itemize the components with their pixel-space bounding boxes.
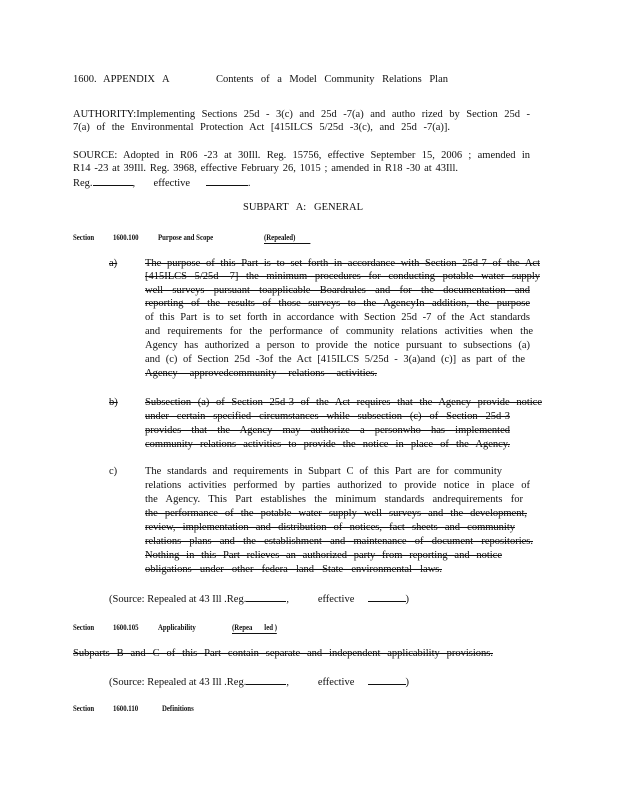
appendix-label: APPENDIX (103, 74, 155, 85)
struck-line: relations plans and the establishment and maintenance of document repositories. (145, 536, 533, 547)
source-note (109, 592, 409, 606)
section-number: 1600.105 (113, 622, 139, 632)
blank-line (246, 592, 286, 602)
blank-line (246, 675, 286, 685)
section-title (158, 231, 213, 243)
struck-line: The purpose of this Part is to set forth in accordance with Section 25d-7 of the Act (145, 258, 540, 269)
blank-line (93, 176, 133, 186)
section-status: (Repealed) (264, 231, 310, 244)
body-line: the Agency. This Part establishes the minimum standards andrequirements for (145, 494, 523, 505)
item-label: b) (109, 397, 118, 408)
struck-line: obligations under other federa land State environmental laws. (145, 564, 442, 575)
section-status (232, 621, 277, 634)
body-line: and (c) of Section 25d -3of the Act [415ILCS 5/25d - 3(a)and (c)] as part of the (145, 354, 525, 365)
item-label: c) (109, 466, 118, 477)
source-effective-label: effective (153, 178, 191, 189)
body-line: relations activities performed by parties authorized to provide notice in place of (145, 480, 530, 491)
struck-line: the performance of the potable water supply well surveys and the development, (145, 508, 527, 519)
source-note-effective: effective (317, 594, 355, 605)
item-label: a) (109, 258, 118, 269)
section-number: 1600.110 (113, 703, 139, 713)
source-note-close: ) (405, 594, 409, 605)
authority-line: 7(a) of the Environmental Protection Act [415ILCS 5/25d -3(c), and 25d -7(a)]. (73, 122, 450, 133)
struck-line: Subsection (a) of Section 25d-3 of the Act requires that the Agency provide notice (145, 397, 542, 408)
struck-line: well surveys pursuant toapplicable Boardrules and for the documentation and (145, 285, 530, 296)
source-note-effective: effective (317, 677, 355, 688)
section-number: 1600. (73, 74, 97, 85)
section-number: 1600.100 (113, 232, 139, 242)
section-title: Definitions (162, 703, 194, 713)
struck-line: under certain specified circumstances while subsection (c) of Section 25d-3 (145, 411, 510, 422)
body-line: and requirements for the performance of community relations activities when the (145, 326, 533, 337)
appendix-letter: A (162, 74, 170, 85)
section-title-text: Purpose and Scope (158, 232, 214, 242)
body-line: The standards and requirements in Subpart C of this Part are for community (145, 466, 502, 477)
appendix-title: Contents of a Model Community Relations Plan (216, 74, 448, 85)
blank-line (206, 176, 248, 186)
source-note (109, 675, 409, 689)
blank-line (368, 592, 406, 602)
source-note-close: ) (405, 677, 409, 688)
struck-line: review, implementation and distribution of notices, fact sheets and community (145, 522, 515, 533)
subpart-heading: SUBPART A: GENERAL (243, 202, 363, 213)
source-note-comma: , (286, 594, 289, 605)
blank-line (368, 675, 406, 685)
struck-line: reporting of the results of those surveys to the AgencyIn addition, the purpose (145, 298, 530, 309)
section-label: Section (73, 703, 95, 713)
authority-line: AUTHORITY:Implementing Sections 25d - 3(c) and 25d -7(a) and autho rized by Section 25d - (73, 109, 530, 120)
section-label: Section (73, 622, 95, 632)
section-status-part: (Repea (232, 622, 253, 632)
struck-line: community relations activities to provide the notice in place of the Agency. (145, 439, 510, 450)
section-status-part: led ) (264, 622, 277, 632)
source-line: SOURCE: Adopted in R06 -23 at 30Ill. Reg. 15756, effective September 15, 2006 ; amended in (73, 150, 530, 161)
body-line: Agency has authorized a person to provide the notice pursuant to subsections (a) (145, 340, 530, 351)
struck-line: [415ILCS 5/25d- 7] the minimum procedures for conducting potable water supply (145, 271, 540, 282)
source-line: Reg. , effective . (73, 178, 251, 189)
struck-line: Nothing in this Part relieves an authorized party from reporting and notice (145, 550, 502, 561)
struck-line: provides that the Agency may authorize a personwho has implemented (145, 425, 510, 436)
source-note-text: (Source: Repealed at 43 Ill .Reg. (109, 594, 247, 605)
section-title: Applicability (158, 622, 196, 632)
struck-line: Subparts B and C of this Part contain separate and independent applicability provisions. (73, 648, 493, 659)
body-line: of this Part is to set forth in accordance with Section 25d -7 of the Act standards (145, 312, 530, 323)
section-label: Section (73, 232, 95, 242)
source-comma: , (132, 178, 136, 189)
struck-line: Agency approvedcommunity relations activities. (145, 368, 377, 379)
source-note-text: (Source: Repealed at 43 Ill .Reg. (109, 677, 247, 688)
source-reg-label: Reg. (73, 178, 93, 189)
source-note-comma: , (286, 677, 289, 688)
source-line: R14 -23 at 39Ill. Reg. 3968, effective February 26, 1015 ; amended in R18 -30 at 43Ill. (73, 163, 458, 174)
